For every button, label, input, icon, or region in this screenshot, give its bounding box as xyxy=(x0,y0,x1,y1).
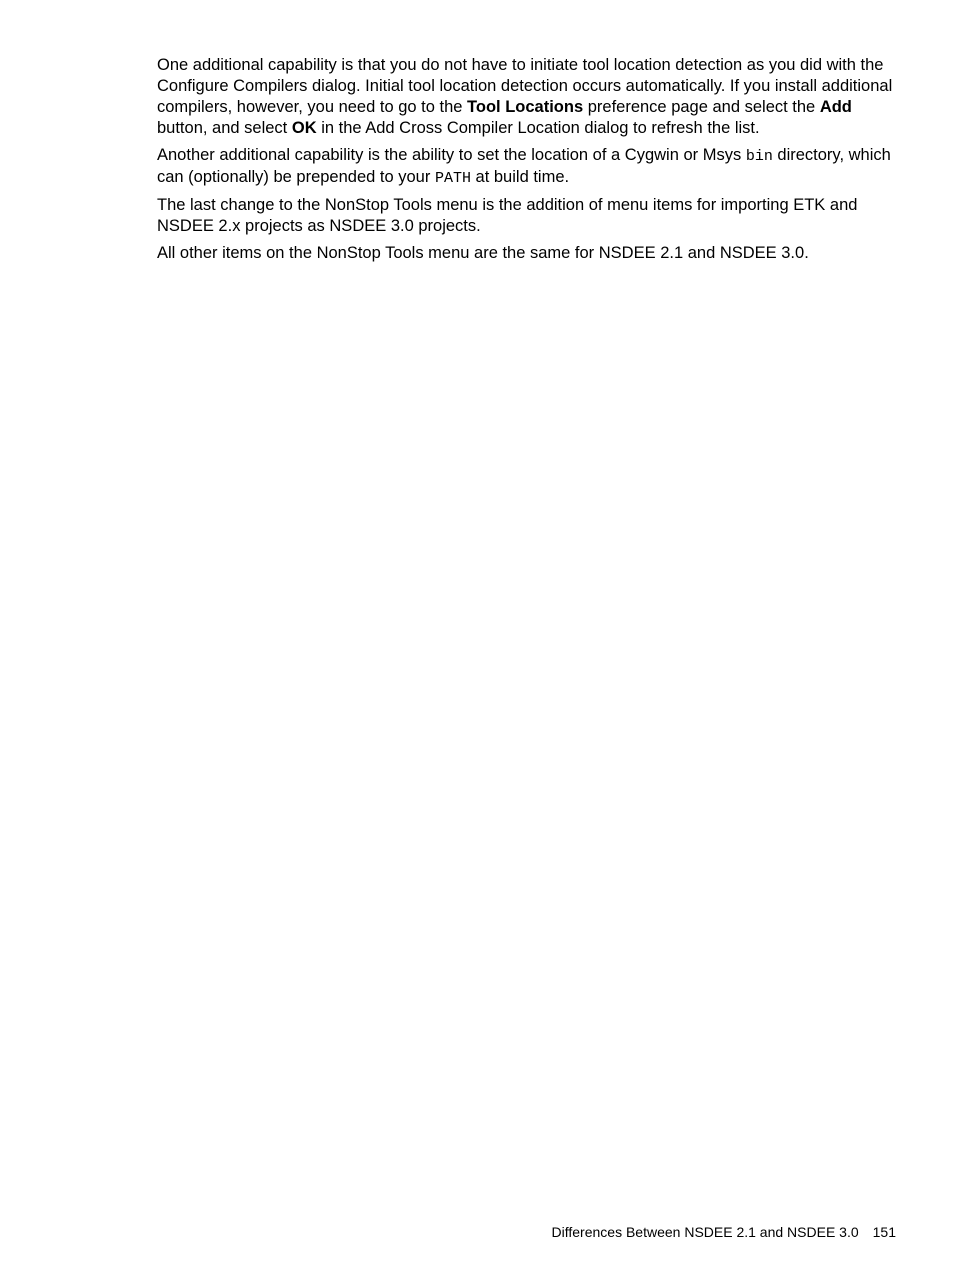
paragraph-text: All other items on the NonStop Tools menu are the same for NSDEE 2.1 and NSDEE 3.0. xyxy=(157,244,809,262)
bin-code: bin xyxy=(745,148,773,165)
paragraph-text: at build time. xyxy=(470,168,570,186)
tool-locations-term: Tool Locations xyxy=(467,98,584,116)
paragraph-text: Another additional capability is the ability to set the location of a Cygwin or Msys xyxy=(157,146,746,164)
paragraph-text: One additional capability is that you do not have to initiate tool location detection as you did with the Configure Compilers dialog. Initial tool location detection occurs automatically. If you install additional compilers, however, you need to go to the xyxy=(157,56,893,116)
paragraph-cygwin-msys xyxy=(157,145,902,189)
footer-section-title: Differences Between NSDEE 2.1 and NSDEE 3.0 xyxy=(551,1224,859,1240)
document-body xyxy=(157,55,902,270)
paragraph-text: button, and select xyxy=(157,119,292,137)
paragraph-text: in the Add Cross Compiler Location dialog to refresh the list. xyxy=(316,119,760,137)
paragraph-text: directory, which can (optionally) be prepended to your xyxy=(157,146,891,186)
paragraph-text: preference page and select the xyxy=(583,98,820,116)
page-footer xyxy=(552,1222,896,1242)
page-number: 151 xyxy=(872,1224,896,1240)
add-button-term: Add xyxy=(819,98,852,116)
path-code: PATH xyxy=(434,170,471,187)
paragraph-text: The last change to the NonStop Tools menu is the addition of menu items for importing ETK and NSDEE 2.x projects as NSDEE 3.0 projects. xyxy=(157,196,858,235)
paragraph-other-items xyxy=(157,243,902,264)
paragraph-menu-change xyxy=(157,195,902,237)
ok-button-term: OK xyxy=(291,119,317,137)
paragraph-tool-location-detection xyxy=(157,55,902,139)
